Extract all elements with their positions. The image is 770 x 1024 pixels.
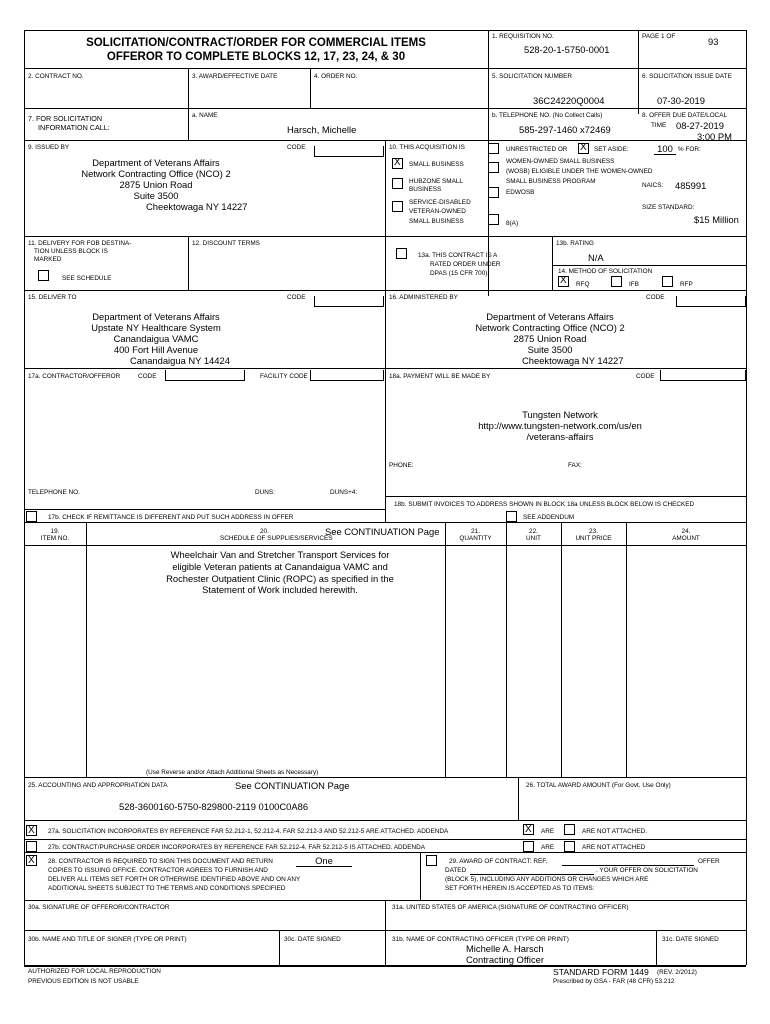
clause-29-line-3: (BLOCK 5), INCLUDING ANY ADDITIONS OR CHANGES WHICH ARE bbox=[445, 876, 649, 883]
col21-header: QUANTITY bbox=[459, 535, 492, 542]
col20-continuation-note: See CONTINUATION Page bbox=[325, 526, 440, 537]
naics-label: NAICS: bbox=[642, 182, 664, 189]
delivery-label-1: 11. DELIVERY FOR FOB DESTINA- bbox=[28, 240, 132, 247]
clause-29-checkbox[interactable] bbox=[426, 855, 437, 866]
rfq-check-mark: X bbox=[560, 275, 567, 286]
clause-29-line-2b: . YOUR OFFER ON SOLICITATION bbox=[596, 867, 698, 874]
footer-prescribed: Prescribed by GSA - FAR (48 CFR) 53.212 bbox=[553, 978, 675, 985]
facility-code-field[interactable] bbox=[310, 370, 384, 381]
payment-fax-label: FAX: bbox=[568, 462, 582, 469]
size-standard-value: $15 Million bbox=[694, 214, 739, 225]
remittance-label: 17b. CHECK IF REMITTANCE IS DIFFERENT AND PUT SUCH ADDRESS IN OFFER bbox=[48, 514, 294, 521]
issued-by-line-1: Department of Veterans Affairs bbox=[92, 157, 220, 168]
clause-27b-are-not-checkbox[interactable] bbox=[564, 841, 575, 852]
due-label: 8. OFFER DUE DATE/LOCAL bbox=[642, 112, 728, 119]
schedule-footnote: (Use Reverse and/or Attach Additional Sheets as Necessary) bbox=[146, 769, 319, 776]
rated-order-checkbox[interactable] bbox=[396, 248, 407, 259]
deliver-to-code-field[interactable] bbox=[314, 296, 384, 307]
duns4-label: DUNS+4: bbox=[330, 489, 358, 496]
footer-form-name: STANDARD FORM 1449 bbox=[553, 967, 649, 977]
signer-name-label: 30b. NAME AND TITLE OF SIGNER (TYPE OR PRINT) bbox=[28, 936, 187, 943]
officer-date-label: 31c. DATE SIGNED bbox=[662, 936, 719, 943]
rating-value: N/A bbox=[588, 252, 604, 263]
see-schedule-label: SEE SCHEDULE bbox=[62, 275, 112, 282]
clause-29-dated-label: DATED bbox=[445, 867, 467, 874]
wosb-checkbox[interactable] bbox=[488, 162, 499, 173]
clause-27a-check-mark: X bbox=[28, 825, 35, 836]
edwosb-checkbox[interactable] bbox=[488, 187, 499, 198]
col24-number: 24. bbox=[681, 528, 691, 535]
col23-number: 23. bbox=[589, 528, 598, 535]
hubzone-label-2: BUSINESS bbox=[409, 186, 442, 193]
clause-27a-text: 27a. SOLICITATION INCORPORATES BY REFERENCE FAR 52.212-1, 52.212-4. FAR 52.212-3 AND 52.212-5 ARE ATTACHED. ADDENDA bbox=[48, 828, 449, 835]
solicitation-no-label: 5. SOLICITATION NUMBER bbox=[492, 73, 573, 80]
solicitation-info-label-2: INFORMATION CALL: bbox=[38, 123, 110, 132]
rated-order-label-1: 13a. THIS CONTRACT IS A bbox=[418, 252, 498, 259]
naics-value: 485991 bbox=[675, 180, 707, 191]
clause-28-check-mark: X bbox=[28, 855, 35, 866]
ifb-checkbox[interactable] bbox=[611, 276, 622, 287]
payment-code-field[interactable] bbox=[660, 370, 746, 381]
schedule-description-3: Rochester Outpatient Clinic (ROPC) as specified in the bbox=[166, 573, 394, 584]
clause-29-offer-label: OFFER bbox=[698, 858, 720, 865]
deliver-to-line-4: 400 Fort Hill Avenue bbox=[113, 344, 199, 355]
see-schedule-checkbox[interactable] bbox=[38, 270, 49, 281]
method-label: 14. METHOD OF SOLICITATION bbox=[558, 268, 653, 275]
col19-header: ITEM NO. bbox=[40, 535, 70, 542]
deliver-to-line-1: Department of Veterans Affairs bbox=[92, 311, 220, 322]
payment-label: 18a. PAYMENT WILL BE MADE BY bbox=[389, 373, 491, 380]
percent-for-label: % FOR: bbox=[678, 146, 701, 153]
wosb-label-1: WOMEN-OWNED SMALL BUSINESS bbox=[506, 158, 615, 165]
issue-date-value: 07-30-2019 bbox=[657, 95, 705, 106]
contract-no-label: 2. CONTRACT NO. bbox=[28, 73, 84, 80]
submit-invoices-label: 18b. SUBMIT INVOICES TO ADDRESS SHOWN IN BLOCK 18a UNLESS BLOCK BELOW IS CHECKED bbox=[394, 501, 695, 508]
deliver-to-line-3: Canandaigua VAMC bbox=[113, 333, 199, 344]
administered-by-label: 16. ADMINISTERED BY bbox=[389, 294, 458, 301]
hubzone-checkbox[interactable] bbox=[392, 178, 403, 189]
payment-code-label: CODE bbox=[636, 373, 655, 380]
administered-by-line-1: Department of Veterans Affairs bbox=[486, 311, 614, 322]
col21-number: 21. bbox=[471, 528, 480, 535]
col20-header: SCHEDULE OF SUPPLIES/SERVICES bbox=[220, 535, 333, 542]
rating-label: 13b. RATING bbox=[556, 240, 594, 247]
issued-by-line-2: Network Contracting Office (NCO) 2 bbox=[81, 168, 231, 179]
unrestricted-checkbox[interactable] bbox=[488, 143, 499, 154]
officer-title-value: Contracting Officer bbox=[466, 954, 544, 965]
signature-31a-label: 31a. UNITED STATES OF AMERICA (SIGNATURE OF CONTRACTING OFFICER) bbox=[392, 904, 629, 911]
size-standard-label: SIZE STANDARD: bbox=[642, 204, 695, 211]
order-no-label: 4. ORDER NO. bbox=[314, 73, 358, 80]
set-aside-check-mark: X bbox=[580, 142, 587, 153]
clause-27a-are-check-mark: X bbox=[525, 824, 532, 835]
accounting-label: 25. ACCOUNTING AND APPROPRIATION DATA bbox=[28, 782, 168, 789]
ifb-label: IFB bbox=[629, 281, 639, 288]
col23-header: UNIT PRICE bbox=[575, 535, 612, 542]
issued-by-line-4: Suite 3500 bbox=[133, 190, 179, 201]
contractor-label: 17a. CONTRACTOR/OFFEROR bbox=[28, 373, 121, 380]
sdvosb-label-2: VETERAN-OWNED bbox=[409, 208, 466, 215]
footer-previous-edition: PREVIOUS EDITION IS NOT USABLE bbox=[28, 978, 139, 985]
clause-27a-are-not-checkbox[interactable] bbox=[564, 824, 575, 835]
rfq-label: RFQ bbox=[576, 281, 590, 288]
clause-27b-are-label: ARE bbox=[541, 844, 555, 851]
rated-order-label-2: RATED ORDER UNDER bbox=[430, 261, 501, 268]
col19-number: 19. bbox=[50, 528, 60, 535]
signature-31a-field[interactable] bbox=[390, 912, 742, 928]
name-value: Harsch, Michelle bbox=[287, 124, 357, 135]
payment-line-2: http://www.tungsten-network.com/us/en bbox=[478, 420, 642, 431]
unrestricted-label: UNRESTRICTED OR bbox=[506, 146, 568, 153]
deliver-to-line-2: Upstate NY Healthcare System bbox=[91, 322, 221, 333]
due-date-value: 08-27-2019 bbox=[676, 120, 724, 131]
rated-order-label-3: DPAS (15 CFR 700) bbox=[430, 270, 488, 277]
schedule-description-2: eligible Veteran patients at Canandaigua VAMC and bbox=[172, 561, 388, 572]
acquisition-label: 10. THIS ACQUISITION IS bbox=[389, 144, 465, 151]
clause-27b-are-checkbox[interactable] bbox=[523, 841, 534, 852]
addendum-label: SEE ADDENDUM bbox=[523, 514, 575, 521]
remittance-checkbox[interactable] bbox=[26, 511, 37, 522]
clause-29-line-1: 29. AWARD OF CONTRACT: REF. bbox=[449, 858, 548, 865]
administered-by-line-5: Cheektowaga NY 14227 bbox=[522, 355, 624, 366]
administered-by-line-2: Network Contracting Office (NCO) 2 bbox=[475, 322, 625, 333]
clause-28-line-4: ADDITIONAL SHEETS SUBJECT TO THE TERMS AND CONDITIONS SPECIFIED bbox=[48, 885, 286, 892]
small-business-check-mark: X bbox=[394, 157, 401, 168]
signature-30a-label: 30a. SIGNATURE OF OFFEROR/CONTRACTOR bbox=[28, 904, 170, 911]
administered-by-code-field[interactable] bbox=[676, 296, 746, 307]
issue-date-label: 6. SOLICITATION ISSUE DATE bbox=[642, 73, 732, 80]
deliver-to-label: 15. DELIVER TO bbox=[28, 294, 77, 301]
sdvosb-checkbox[interactable] bbox=[392, 201, 403, 212]
due-time-value: 3:00 PM bbox=[697, 131, 732, 142]
contractor-code-field[interactable] bbox=[165, 370, 245, 381]
contractor-code-label: CODE bbox=[138, 373, 157, 380]
discount-terms-label: 12. DISCOUNT TERMS bbox=[192, 240, 260, 247]
issued-by-code-field[interactable] bbox=[314, 146, 384, 157]
wosb-label-2: (WOSB) ELIGIBLE UNDER THE WOMEN-OWNED bbox=[506, 168, 653, 175]
rfp-label: RFP bbox=[680, 281, 693, 288]
clause-28-copies[interactable]: One bbox=[296, 855, 352, 867]
name-label: a. NAME bbox=[192, 112, 218, 119]
clause-28-line-1: 28. CONTRACTOR IS REQUIRED TO SIGN THIS DOCUMENT AND RETURN bbox=[48, 858, 273, 865]
payment-line-3: /veterans-affairs bbox=[526, 431, 594, 442]
rfp-checkbox[interactable] bbox=[662, 276, 673, 287]
set-aside-percent[interactable]: 100 bbox=[654, 143, 676, 155]
payment-phone-label: PHONE: bbox=[389, 462, 414, 469]
clause-29-line-4: SET FORTH HEREIN IS ACCEPTED AS TO ITEMS: bbox=[445, 885, 595, 892]
administered-by-code-label: CODE bbox=[646, 294, 665, 301]
addendum-checkbox[interactable] bbox=[506, 511, 517, 522]
issued-by-code-label: CODE bbox=[287, 144, 306, 151]
issued-by-line-3: 2875 Union Road bbox=[119, 179, 193, 190]
administered-by-line-3: 2875 Union Road bbox=[513, 333, 587, 344]
requisition-value: 528-20-1-5750-0001 bbox=[524, 44, 610, 55]
phone-label: b. TELEPHONE NO. (No Collect Calls) bbox=[492, 112, 603, 119]
page-total: 93 bbox=[708, 36, 719, 47]
schedule-description-1: Wheelchair Van and Stretcher Transport Services for bbox=[170, 549, 390, 560]
clause-27b-text: 27b. CONTRACT/PURCHASE ORDER INCORPORATES BY REFERENCE FAR 52.212-4. FAR 52.212-5 IS ATTACHED. ADDENDA bbox=[48, 844, 426, 851]
clause-28-line-2: COPIES TO ISSUING OFFICE. CONTRACTOR AGREES TO FURNISH AND bbox=[48, 867, 268, 874]
clause-27a-are-label: ARE bbox=[541, 828, 555, 835]
col22-number: 22. bbox=[529, 528, 538, 535]
solicitation-no-value: 36C24220Q0004 bbox=[533, 95, 605, 106]
eight-a-label: 8(A) bbox=[506, 220, 519, 227]
clause-27b-checkbox[interactable] bbox=[26, 841, 37, 852]
small-business-label: SMALL BUSINESS bbox=[409, 161, 464, 168]
clause-29-ref-field[interactable] bbox=[562, 865, 694, 866]
telephone-label: TELEPHONE NO. bbox=[28, 489, 80, 496]
payment-line-1: Tungsten Network bbox=[522, 409, 598, 420]
duns-label: DUNS: bbox=[255, 489, 275, 496]
phone-value: 585-297-1460 x72469 bbox=[519, 124, 611, 135]
time-label: TIME bbox=[651, 122, 667, 129]
issued-by-line-5: Cheektowaga NY 14227 bbox=[146, 201, 248, 212]
delivery-label-3: MARKED bbox=[34, 256, 62, 263]
footer-revision: (REV. 2/2012) bbox=[657, 969, 697, 976]
col24-header: AMOUNT bbox=[672, 535, 700, 542]
sdvosb-label-1: SERVICE-DISABLED bbox=[409, 199, 471, 206]
hubzone-label-1: HUBZONE SMALL bbox=[409, 178, 463, 185]
accounting-value: 528-3600160-5750-829800-2119 0100C0A86 bbox=[119, 801, 309, 812]
accounting-continuation-note: See CONTINUATION Page bbox=[235, 780, 350, 791]
form-title-line2: OFFEROR TO COMPLETE BLOCKS 12, 17, 23, 24, & 30 bbox=[106, 51, 406, 63]
requisition-label: 1. REQUISITION NO. bbox=[492, 33, 554, 40]
signature-30a-field[interactable] bbox=[26, 912, 381, 928]
schedule-description-4: Statement of Work included herewith. bbox=[202, 584, 358, 595]
deliver-to-code-label: CODE bbox=[287, 294, 306, 301]
col20-number: 20. bbox=[260, 528, 269, 535]
clause-29-date-field[interactable] bbox=[470, 874, 594, 875]
footer-reproduction: AUTHORIZED FOR LOCAL REPRODUCTION bbox=[28, 968, 161, 975]
officer-name-label: 31b. NAME OF CONTRACTING OFFICER (TYPE OR PRINT) bbox=[392, 936, 569, 943]
col22-header: UNIT bbox=[526, 535, 541, 542]
signer-date-label: 30c. DATE SIGNED bbox=[284, 936, 341, 943]
delivery-label-2: TION UNLESS BLOCK IS bbox=[34, 248, 108, 255]
clause-27b-are-not-label: ARE NOT ATTACHED bbox=[582, 844, 646, 851]
award-date-label: 3. AWARD/EFFECTIVE DATE bbox=[192, 73, 278, 80]
edwosb-label: EDWOSB bbox=[506, 189, 535, 196]
officer-name-value: Michelle A. Harsch bbox=[466, 943, 544, 954]
total-award-label: 26. TOTAL AWARD AMOUNT (For Govt. Use Only) bbox=[526, 782, 671, 789]
solicitation-info-label-1: 7. FOR SOLICITATION bbox=[28, 114, 103, 123]
deliver-to-line-5: Canandaigua NY 14424 bbox=[130, 355, 230, 366]
set-aside-label: SET ASIDE: bbox=[594, 146, 629, 153]
eight-a-checkbox[interactable] bbox=[488, 214, 499, 225]
administered-by-line-4: Suite 3500 bbox=[527, 344, 573, 355]
issued-by-label: 9. ISSUED BY bbox=[28, 144, 70, 151]
clause-28-line-3: DELIVER ALL ITEMS SET FORTH OR OTHERWISE IDENTIFIED ABOVE AND ON ANY bbox=[48, 876, 301, 883]
wosb-label-3: SMALL BUSINESS PROGRAM bbox=[506, 178, 596, 185]
sdvosb-label-3: SMALL BUSINESS bbox=[409, 218, 464, 225]
clause-27a-are-not-label: ARE NOT ATTACHED. bbox=[582, 828, 647, 835]
facility-code-label: FACILITY CODE bbox=[260, 373, 308, 380]
page-label: PAGE 1 OF bbox=[642, 33, 676, 40]
form-title-line1: SOLICITATION/CONTRACT/ORDER FOR COMMERCIAL ITEMS bbox=[86, 37, 426, 49]
